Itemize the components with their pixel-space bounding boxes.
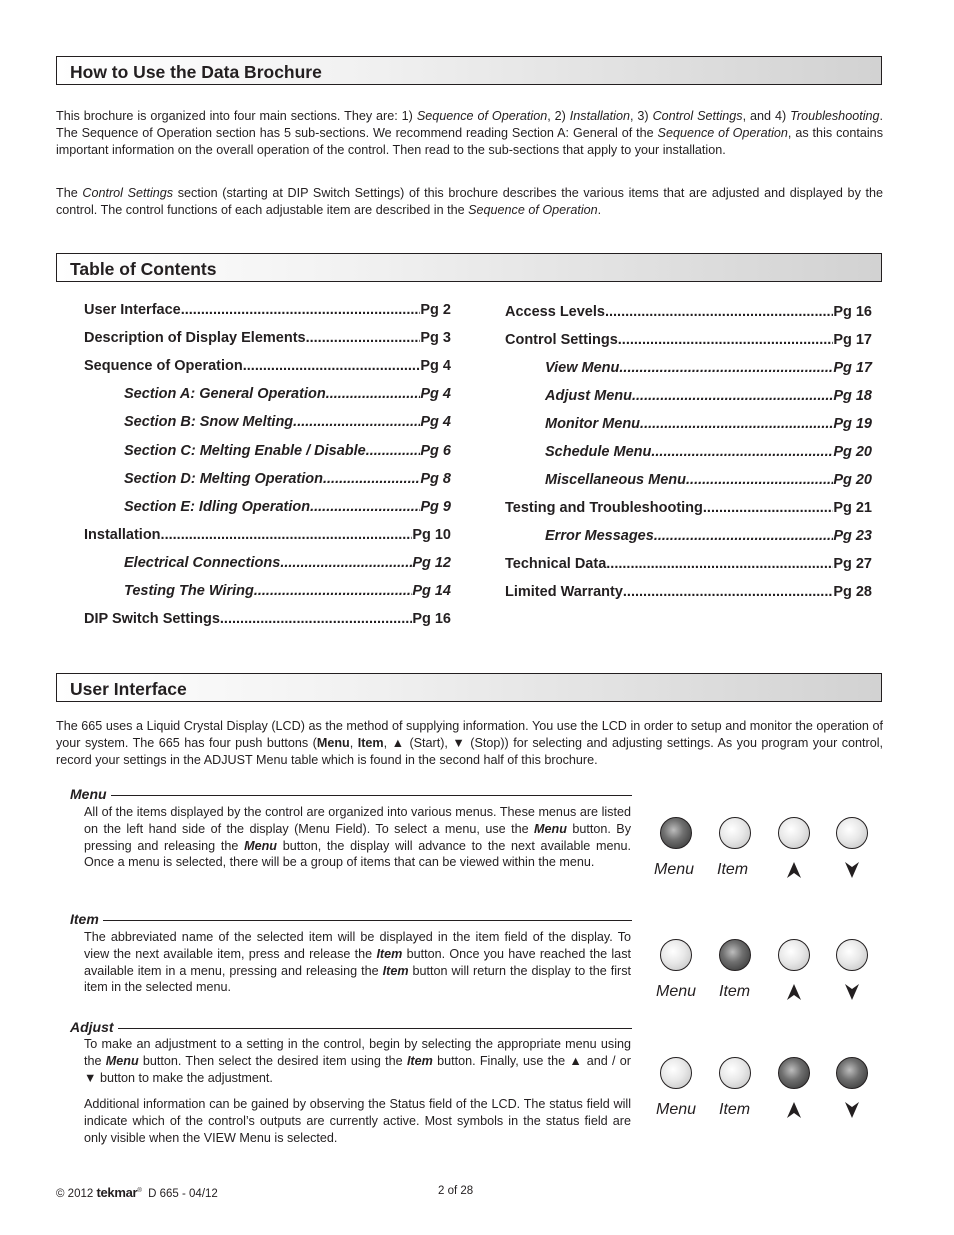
toc-leader-dots (618, 332, 834, 348)
toc-leader-dots (686, 472, 833, 488)
item-button-illustration (719, 817, 751, 849)
adjust-description: To make an adjustment to a setting in the control, begin by selecting the appropriate menu using the Menu button. Then select the desired item using the Item button. Finally, use the ▲ and / or ▼ button to make the adjustment. (84, 1037, 631, 1085)
toc-leader-dots (632, 388, 833, 404)
toc-entry-page: Pg 14 (412, 583, 451, 599)
toc-entry-page: Pg 4 (420, 358, 451, 375)
toc-entry-label: Access Levels (505, 304, 605, 320)
toc-entry[interactable] (545, 528, 872, 548)
brand-logo: tekmar (96, 1185, 138, 1200)
toc-entry[interactable] (124, 443, 451, 463)
toc-entry[interactable] (505, 584, 872, 604)
down-button-illustration (836, 817, 868, 849)
toc-leader-dots (366, 443, 421, 459)
item-button-illustration (719, 1057, 751, 1089)
toc-entry-page: Pg 10 (412, 526, 451, 543)
down-arrow-icon (845, 984, 859, 1000)
toc-entry-label: Testing The Wiring (124, 583, 254, 599)
toc-entry[interactable] (124, 583, 451, 603)
toc-entry-label: Schedule Menu (545, 444, 652, 460)
toc-leader-dots (623, 584, 833, 600)
toc-entry[interactable] (545, 388, 872, 408)
toc-leader-dots (605, 304, 833, 320)
toc-entry-label: Installation (84, 526, 161, 543)
toc-entry-page: Pg 16 (833, 304, 872, 320)
toc-entry-page: Pg 8 (420, 470, 451, 487)
toc-leader-dots (640, 416, 833, 432)
item-button-illustration (719, 939, 751, 971)
toc-leader-dots (161, 527, 413, 543)
toc-entry-label: DIP Switch Settings (84, 611, 220, 628)
toc-entry[interactable] (545, 444, 872, 464)
item-description: The abbreviated name of the selected item will be displayed in the item field of the display. To view the next available item, press and release the Item button. Once you have reached the last available item in a menu, pressing and releasing the Item button will return the display to the first item in the selected menu. (84, 930, 632, 995)
toc-entry-page: Pg 4 (420, 386, 451, 403)
item-button-label: Item (717, 861, 749, 878)
page-number: 2 of 28 (438, 1185, 474, 1197)
toc-entry[interactable] (505, 556, 872, 576)
toc-entry-page: Pg 20 (833, 472, 872, 488)
down-button-illustration (836, 1057, 868, 1089)
toc-entry-label: Section D: Melting Operation (124, 470, 323, 487)
adjust-subheading-label: Adjust (70, 1019, 114, 1035)
toc-entry-label: Sequence of Operation (84, 358, 243, 375)
menu-button-illustration (660, 939, 692, 971)
toc-entry-label: Description of Display Elements (84, 330, 306, 347)
toc-leader-dots (606, 556, 833, 572)
toc-leader-dots (243, 358, 421, 374)
item-button-label: Item (719, 983, 751, 1000)
menu-button-label: Menu (656, 983, 697, 1000)
toc-entry[interactable] (505, 500, 872, 520)
toc-entry-label: Section C: Melting Enable / Disable (124, 442, 366, 459)
toc-entry[interactable] (124, 414, 451, 434)
toc-entry-page: Pg 18 (833, 388, 872, 404)
toc-entry-page: Pg 21 (833, 500, 872, 516)
adjust-subheading (70, 1019, 632, 1035)
toc-leader-dots (254, 583, 412, 599)
user-interface-header (56, 673, 882, 702)
how-to-header (56, 56, 882, 85)
toc-entry-page: Pg 16 (412, 611, 451, 628)
toc-entry-label: Section E: Idling Operation (124, 498, 311, 515)
up-arrow-icon (787, 984, 801, 1000)
toc-entry[interactable] (84, 330, 451, 350)
up-arrow-icon (787, 862, 801, 878)
up-arrow-icon (787, 1102, 801, 1118)
up-button-illustration (778, 1057, 810, 1089)
item-button-label: Item (719, 1101, 751, 1118)
toc-leader-dots (181, 302, 421, 318)
toc-entry[interactable] (545, 472, 872, 492)
toc-leader-dots (310, 499, 420, 515)
toc-entry-label: Technical Data (505, 556, 607, 572)
user-interface-intro: The 665 uses a Liquid Crystal Display (LCD) as the method of supplying information. You use the LCD in order to setup and monitor the operation of your system. The 665 has four push buttons (Menu, Item, ▲ (Start), ▼ (Stop)) for selecting and adjusting settings. As you program your control, record your settings in the ADJUST Menu table which is found in the second half of this brochure. (56, 719, 884, 767)
toc-entry-page: Pg 2 (420, 302, 451, 318)
registered-mark: ® (137, 1188, 142, 1195)
toc-leader-dots (651, 444, 833, 460)
toc-entry-label: Testing and Troubleshooting (505, 500, 703, 516)
toc-entry-page: Pg 20 (833, 444, 872, 460)
how-to-paragraph-2: The Control Settings section (starting at DIP Switch Settings) of this brochure describes the various items that are adjusted and displayed by the control. The control functions of each adjustable item are described in the Sequence of Operation. (56, 186, 884, 217)
toc-entry[interactable] (124, 471, 451, 491)
up-button-illustration (778, 817, 810, 849)
document-code: D 665 - 04/12 (148, 1188, 218, 1200)
toc-title: Table of Contents (70, 259, 217, 279)
toc-entry-label: Miscellaneous Menu (545, 472, 687, 488)
toc-entry-page: Pg 28 (833, 584, 872, 600)
toc-entry[interactable] (505, 304, 872, 324)
toc-leader-dots (280, 555, 412, 571)
toc-entry-page: Pg 6 (420, 442, 451, 459)
footer-left (56, 1185, 218, 1200)
toc-leader-dots (703, 500, 833, 516)
copyright: © 2012 (56, 1188, 94, 1200)
toc-entry[interactable] (124, 386, 451, 406)
toc-entry[interactable] (124, 499, 451, 519)
toc-entry-page: Pg 23 (833, 528, 872, 544)
toc-entry-page: Pg 27 (833, 556, 872, 572)
toc-entry[interactable] (84, 358, 451, 378)
menu-button-illustration (660, 817, 692, 849)
toc-leader-dots (326, 386, 421, 402)
toc-entry[interactable] (505, 332, 872, 352)
toc-entry[interactable] (124, 555, 451, 575)
toc-entry-label: Electrical Connections (124, 554, 281, 571)
toc-entry-page: Pg 17 (833, 360, 872, 376)
item-subheading (70, 911, 632, 927)
toc-entry-label: Limited Warranty (505, 584, 623, 600)
toc-entry[interactable] (84, 527, 451, 547)
menu-button-label: Menu (656, 1101, 697, 1118)
menu-subheading (70, 786, 632, 802)
toc-entry[interactable] (84, 302, 451, 322)
toc-entry-label: View Menu (545, 360, 620, 376)
toc-entry-label: Adjust Menu (545, 388, 632, 404)
toc-leader-dots (306, 330, 421, 346)
how-to-title: How to Use the Data Brochure (70, 62, 322, 82)
down-arrow-icon (845, 862, 859, 878)
toc-header (56, 253, 882, 282)
toc-entry[interactable] (545, 416, 872, 436)
user-interface-title: User Interface (70, 679, 187, 699)
toc-entry-label: Error Messages (545, 528, 654, 544)
toc-entry-label: Section A: General Operation (124, 386, 326, 403)
toc-entry[interactable] (84, 611, 451, 631)
toc-entry-page: Pg 9 (420, 498, 451, 515)
how-to-paragraph-1: This brochure is organized into four main sections. They are: 1) Sequence of Operation, 2) Installation, 3) Control Settings, and 4) Troubleshooting. The Sequence of Operation section has 5 sub-sections. We recommend reading Section A: General of the Sequence of Operation, as this contains important information on the overall operation of the control. Then read to the sub-sections that apply to your installation. (56, 109, 884, 157)
toc-entry-page: Pg 3 (420, 330, 451, 347)
toc-leader-dots (654, 528, 834, 544)
toc-entry-label: User Interface (84, 302, 181, 318)
toc-entry-label: Section B: Snow Melting (124, 414, 294, 431)
toc-leader-dots (293, 414, 420, 430)
down-button-illustration (836, 939, 868, 971)
toc-entry-page: Pg 12 (412, 554, 451, 571)
toc-entry-page: Pg 19 (833, 416, 872, 432)
toc-leader-dots (220, 611, 412, 627)
down-arrow-icon (845, 1102, 859, 1118)
adjust-description-2: Additional information can be gained by observing the Status field of the LCD. The status field will indicate which of the control’s outputs are currently active. Most symbols in the status field are only visible when the VIEW Menu is selected. (84, 1097, 631, 1145)
item-subheading-label: Item (70, 911, 99, 927)
toc-leader-dots (619, 360, 833, 376)
toc-entry-page: Pg 17 (833, 332, 872, 348)
toc-entry-label: Control Settings (505, 332, 618, 348)
toc-entry[interactable] (545, 360, 872, 380)
menu-description: All of the items displayed by the control are organized into various menus. These menus are listed on the left hand side of the display (Menu Field). To select a menu, use the Menu button. By pressing and releasing the Menu button, the display will advance to the next available menu. Once a menu is selected, there will be a group of items that can be viewed within the menu. (84, 805, 631, 870)
menu-subheading-label: Menu (70, 786, 107, 802)
up-button-illustration (778, 939, 810, 971)
menu-button-illustration (660, 1057, 692, 1089)
toc-leader-dots (323, 471, 420, 487)
menu-button-label: Menu (654, 861, 695, 878)
toc-entry-label: Monitor Menu (545, 416, 641, 432)
toc-entry-page: Pg 4 (420, 414, 451, 431)
